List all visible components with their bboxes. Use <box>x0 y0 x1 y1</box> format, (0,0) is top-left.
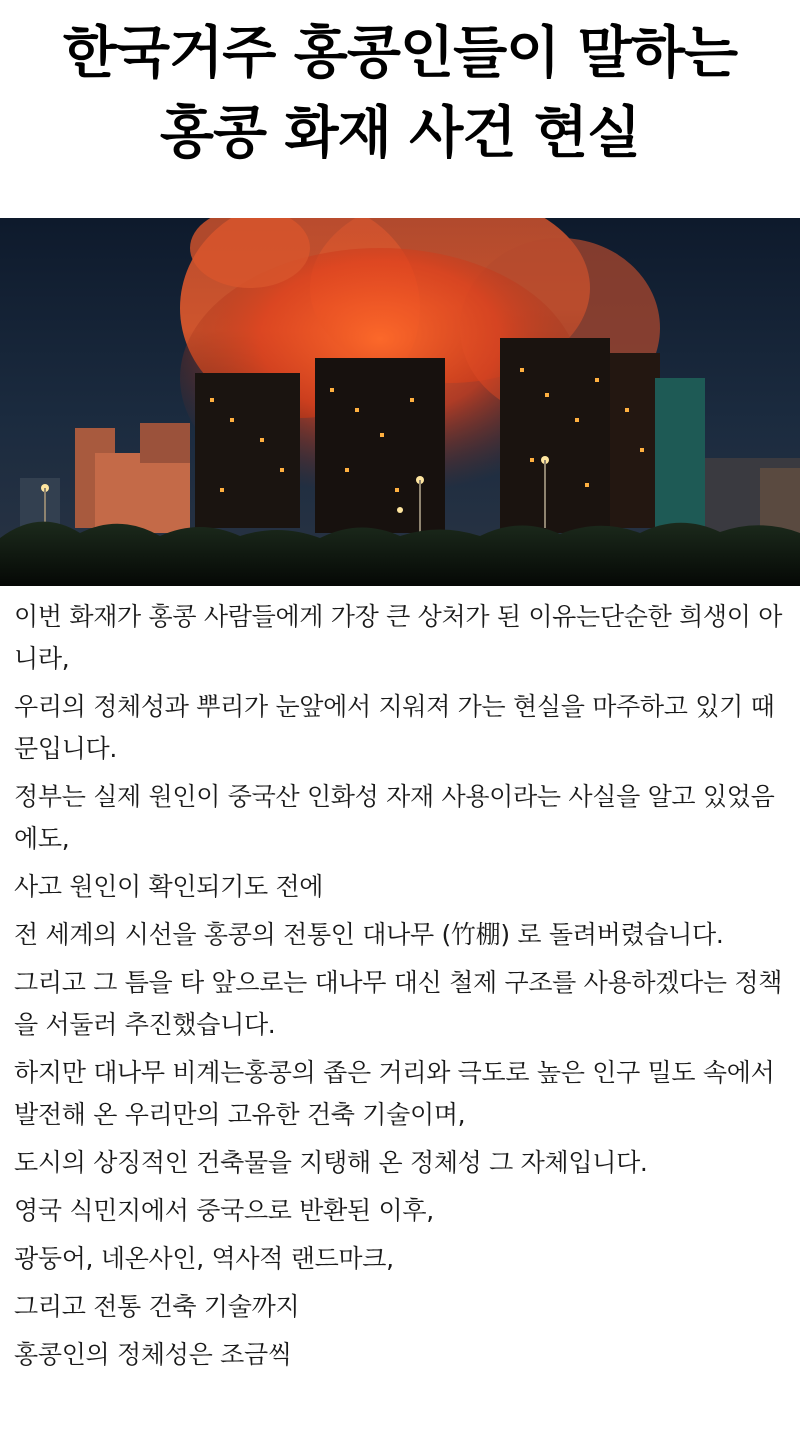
paragraph: 하지만 대나무 비계는홍콩의 좁은 거리와 극도로 높은 인구 밀도 속에서 발전해 온 우리만의 고유한 건축 기술이며, <box>14 1058 775 1129</box>
paragraph: 이번 화재가 홍콩 사람들에게 가장 큰 상처가 된 이유는단순한 희생이 아니라, <box>14 602 783 673</box>
paragraph: 정부는 실제 원인이 중국산 인화성 자재 사용이라는 사실을 알고 있었음에도, <box>14 782 775 853</box>
paragraph: 영국 식민지에서 중국으로 반환된 이후, <box>14 1196 434 1225</box>
paragraph: 사고 원인이 확인되기도 전에 <box>14 872 324 901</box>
paragraph: 전 세계의 시선을 홍콩의 전통인 대나무 (竹棚) 로 돌려버렸습니다. <box>14 920 724 949</box>
headline-line-2: 홍콩 화재 사건 현실 <box>159 101 641 166</box>
paragraph: 우리의 정체성과 뿌리가 눈앞에서 지워져 가는 현실을 마주하고 있기 때문입니다. <box>14 692 775 763</box>
paragraph: 광둥어, 네온사인, 역사적 랜드마크, <box>14 1244 394 1273</box>
paragraph: 홍콩인의 정체성은 조금씩 <box>14 1340 292 1369</box>
paragraph: 그리고 그 틈을 타 앞으로는 대나무 대신 철제 구조를 사용하겠다는 정책을 서둘러 추진했습니다. <box>14 968 783 1039</box>
headline-line-1: 한국거주 홍콩인들이 말하는 <box>62 21 738 86</box>
paragraph: 그리고 전통 건축 기술까지 <box>14 1292 300 1321</box>
paragraph: 도시의 상징적인 건축물을 지탱해 온 정체성 그 자체입니다. <box>14 1148 648 1177</box>
headline <box>0 14 800 174</box>
article-body <box>14 596 794 1382</box>
fire-photo <box>0 218 800 586</box>
